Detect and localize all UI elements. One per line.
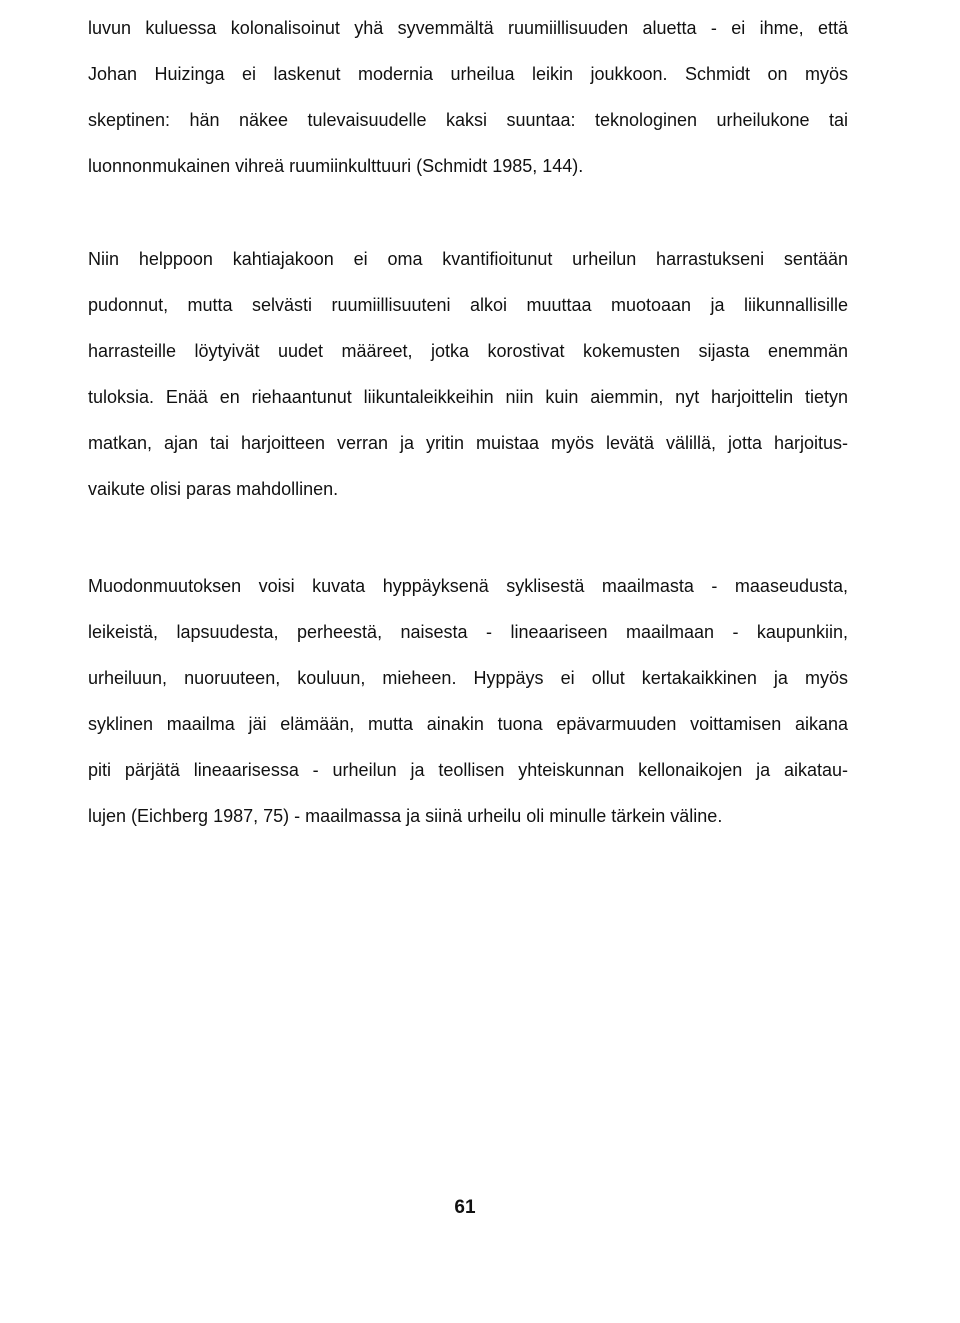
text-line: Muodonmuutoksen voisi kuvata hyppäyksenä syklisestä maailmasta - maaseudusta, <box>88 576 848 596</box>
text-line: luonnonmukainen vihreä ruumiinkulttuuri (Schmidt 1985, 144). <box>88 156 584 176</box>
text-line: urheiluun, nuoruuteen, kouluun, mieheen. Hyppäys ei ollut kertakaikkinen ja myös <box>88 668 848 688</box>
text-line: tuloksia. Enää en riehaantunut liikuntaleikkeihin niin kuin aiemmin, nyt harjoittelin tietyn <box>88 387 848 407</box>
text-line: skeptinen: hän näkee tulevaisuudelle kaksi suuntaa: teknologinen urheilukone tai <box>88 110 848 130</box>
text-line: piti pärjätä lineaarisessa - urheilun ja teollisen yhteiskunnan kellonaikojen ja aikatau- <box>88 760 848 780</box>
text-line: leikeistä, lapsuudesta, perheestä, naisesta - lineaariseen maailmaan - kaupunkiin, <box>88 622 848 642</box>
text-line: Johan Huizinga ei laskenut modernia urheilua leikin joukkoon. Schmidt on myös <box>88 64 848 84</box>
text-line: harrasteille löytyivät uudet määreet, jotka korostivat kokemusten sijasta enemmän <box>88 341 848 361</box>
text-line: vaikute olisi paras mahdollinen. <box>88 479 339 499</box>
text-line: matkan, ajan tai harjoitteen verran ja yritin muistaa myös levätä välillä, jotta harjoitus- <box>88 433 848 453</box>
paragraph <box>88 248 848 524</box>
text-line: pudonnut, mutta selvästi ruumiillisuuteni alkoi muuttaa muotoaan ja liikunnallisille <box>88 295 848 315</box>
text-line: luvun kuluessa kolonalisoinut yhä syvemmältä ruumiillisuuden aluetta - ei ihme, että <box>88 18 848 38</box>
page-number: 61 <box>454 1197 476 1218</box>
text-line: Niin helppoon kahtiajakoon ei oma kvantifioitunut urheilun harrastukseni sentään <box>88 249 848 269</box>
text-line: lujen (Eichberg 1987, 75) - maailmassa ja siinä urheilu oli minulle tärkein väline. <box>88 806 723 826</box>
text-line: syklinen maailma jäi elämään, mutta ainakin tuona epävarmuuden voittamisen aikana <box>88 714 848 734</box>
paragraph <box>88 17 848 201</box>
paragraph <box>88 575 848 851</box>
